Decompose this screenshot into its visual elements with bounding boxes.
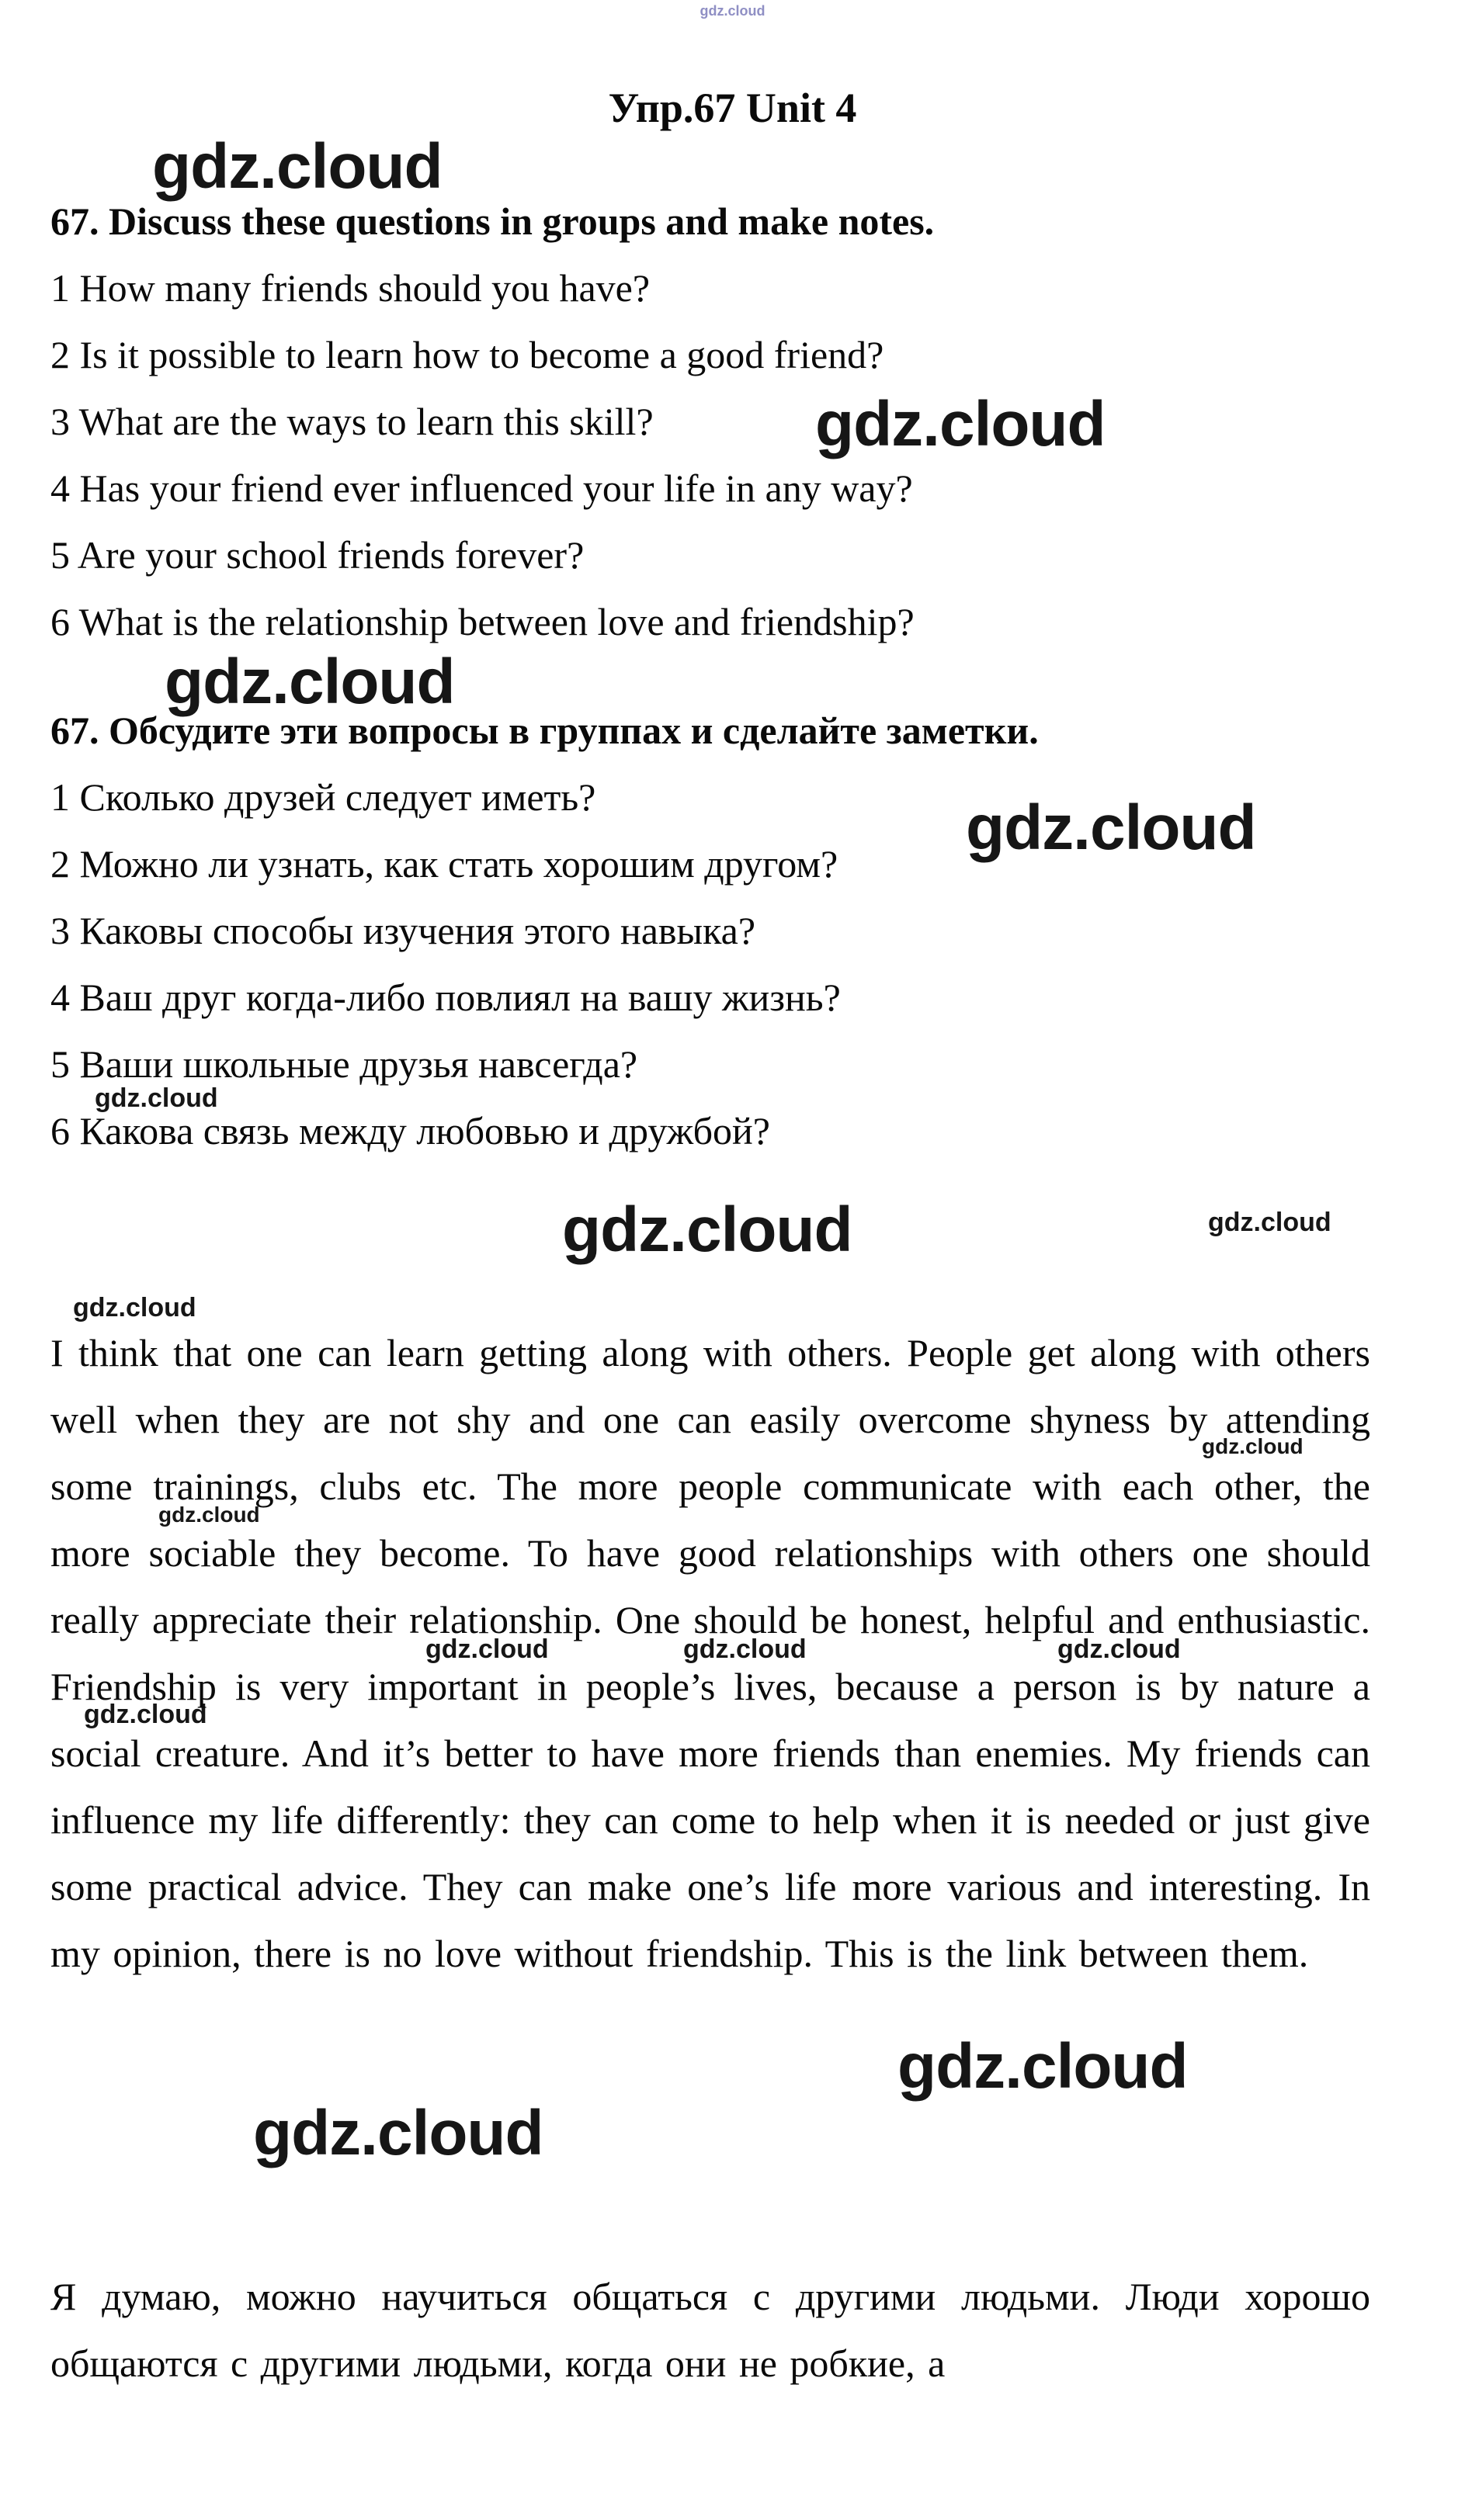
question-item: 6 What is the relationship between love and friendship? (50, 600, 915, 643)
watermark-gdz: gdz.cloud (152, 131, 443, 202)
watermark-gdz: gdz.cloud (700, 3, 765, 19)
question-list-en (50, 255, 1370, 655)
question-item: 2 Можно ли узнать, как стать хорошим другом? (50, 842, 838, 886)
question-item: 1 How many friends should you have? (50, 266, 651, 310)
watermark-gdz: gdz.cloud (165, 646, 455, 717)
exercise-heading-ru: 67. Обсудите эти вопросы в группах и сделайте заметки. (50, 709, 1039, 752)
question-item: 1 Сколько друзей следует иметь? (50, 775, 596, 819)
question-item: 5 Ваши школьные друзья навсегда? (50, 1042, 638, 1086)
watermark-gdz: gdz.cloud (683, 1634, 807, 1664)
question-item: 3 What are the ways to learn this skill? (50, 400, 654, 443)
watermark-gdz: gdz.cloud (253, 2098, 543, 2168)
question-item: 5 Are your school friends forever? (50, 533, 585, 577)
watermark-gdz: gdz.cloud (425, 1634, 549, 1664)
watermark-gdz: gdz.cloud (1202, 1434, 1304, 1458)
watermark-gdz: gdz.cloud (95, 1083, 218, 1113)
question-item: 4 Has your friend ever influenced your life in any way? (50, 466, 913, 510)
question-item: 4 Ваш друг когда-либо повлиял на вашу жизнь? (50, 976, 841, 1019)
question-item: 2 Is it possible to learn how to become a good friend? (50, 333, 884, 376)
watermark-gdz: gdz.cloud (1208, 1208, 1331, 1237)
question-list-ru (50, 764, 1370, 1164)
question-item: 3 Каковы способы изучения этого навыка? (50, 909, 756, 952)
answer-paragraph-en: I think that one can learn getting along with others. People get along with others well when they are not shy and one can easily overcome shyness by attending some trainings, clubs etc. The more people communicate with each other, the more sociable they become. To have good relationships with others one should really appreciate their relationship. One should be honest, helpful and enthusiastic. Friendship is very important in people’s lives, because a person is by nature a social creature. And it’s better to have more friends than enemies. My friends can influence my life differently: they can come to help when it is needed or just give some practical advice. They can make one’s life more various and interesting. In my opinion, there is no love without friendship. This is the link between them. (50, 1331, 1370, 1975)
watermark-gdz: gdz.cloud (897, 2031, 1188, 2102)
watermark-gdz: gdz.cloud (158, 1503, 260, 1527)
exercise-heading-en: 67. Discuss these questions in groups and make notes. (50, 199, 935, 243)
watermark-gdz: gdz.cloud (1057, 1634, 1181, 1664)
question-item: 6 Какова связь между любовью и дружбой? (50, 1109, 770, 1153)
watermark-gdz: gdz.cloud (562, 1194, 852, 1265)
watermark-gdz: gdz.cloud (84, 1700, 207, 1729)
watermark-gdz: gdz.cloud (815, 389, 1106, 459)
watermark-gdz: gdz.cloud (966, 792, 1256, 863)
watermark-gdz: gdz.cloud (73, 1293, 196, 1322)
answer-paragraph-ru: Я думаю, можно научиться общаться с другими людьми. Люди хорошо общаются с другими людьми, когда они не робкие, а (50, 2275, 1370, 2385)
page-title: Упр.67 Unit 4 (608, 85, 857, 131)
